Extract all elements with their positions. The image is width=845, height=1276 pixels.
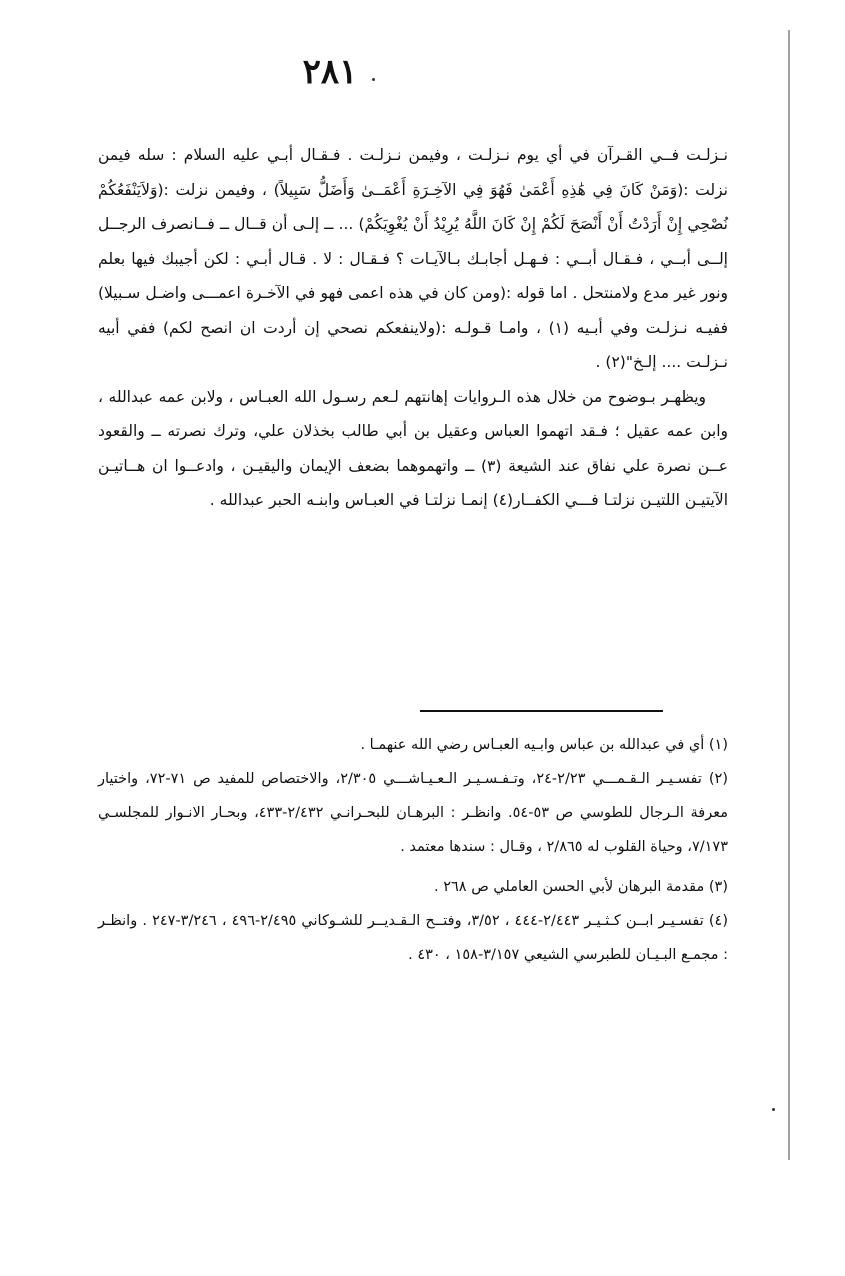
footnote-3: (٣) مقدمة البرهان لأبي الحسن العاملي ص ٢٦٨ . xyxy=(434,879,728,895)
footnotes xyxy=(98,728,728,972)
footnote-4: (٤) تفسـيـر ابــن كـثـيـر ٢/٤٤٣-٤٤٤ ، ٣/٥٢، وفتــح الـقـديــر للشـوكاني ٢/٤٩٥-٤٩٦ ، ٣/٢٤٦-٢٤٧ . وانظـر : مجمـع البـيـان للطبرسي الشيعي ٣/١٥٧-١٥٨ ، ٤٣٠ . xyxy=(98,913,728,963)
footnote-2: (٢) تفسـيـر الـقـمـــي ٢/٢٣-٢٤، وتـفـسـيـر الـعـيـاشـــي ٢/٣٠٥، والاختصاص للمفيد ص ٧١-٧٢، واختيار معرفة الـرجال للطوسي ص ٥٣-٥٤. وانظـر : البرهـان للبحـرانـي ٢/٤٣٢-٤٣٣، وبحـار الانـوار للمجلسـي ٧/١٧٣، وحياة القلوب له ٢/٨٦٥ ، وقـال : سندها معتمد . xyxy=(98,771,728,855)
footnote-divider xyxy=(420,710,663,712)
footnote-1: (١) أي في عبدالله بن عباس وابـيه العبـاس رضي الله عنهمـا . xyxy=(360,737,728,753)
paragraph-commentary: ويظهـر بـوضوح من خلال هذه الـروايات إهانتهم لـعم رسـول الله العبـاس ، ولابن عمه عبدالله ، وابن عمه عقيل ؛ فـقد اتهموا العباس وعقيل بن أبي طالب بخذلان علي، وترك نصرته ــ والقعود عــن نصرة علي نفاق عند الشيعة (٣) ــ واتهموهما بضعف الإيمان واليقيـن ، وادعــوا ان هــاتيـن الآيتيـن اللتيـن نزلتـا فـــي الكفــار(٤) إنمـا نزلتـا في العبـاس وابنـه الحبر عبدالله . xyxy=(98,387,728,509)
scan-speck xyxy=(772,1108,775,1111)
main-text xyxy=(98,138,728,518)
paragraph-hadith: نـزلـت فــي القـرآن في أي يوم نـزلـت ، وفيمن نـزلـت . فـقـال أبـي عليه السلام : سله فيمن نزلت :(وَمَنْ كَانَ فِي هَٰذِهِ أَعْمَىٰ فَهُوَ فِي الآخِـرَةِ أَعْمَــىٰ وَأَضَلُّ سَبِيلاً) ، وفيمن نزلت :(وَلاَيَنْفَعُكُمْ نُصْحِي إِنْ أَرَدْتُ أَنْ أَنْصَحَ لَكُمْ إِنْ كَانَ اللَّهُ يُرِيْدُ أَنْ يُغْوِيَكُمْ) ... ــ إلـى أن قــال ــ فــانصرف الرجــل إلــى أبــي ، فـقـال أبــي : فـهـل أجابـك بـالآيـات ؟ فـقـال : لا . قـال أبـي : لكن أجيبك فيها بعلم ونور غير مدع ولامنتحل . اما قوله :(ومن كان في هذه اعمى فهو في الآخـرة اعمـــى واضـل سـبيلا) ففيـه نـزلـت وفي أبـيه (١) ، وامـا قـولـه :(ولاينفعكم نصحي إن أردت ان انصح لكم) ففي أبيه نـزلـت .... إلـخ"(٢) . xyxy=(98,146,728,371)
scan-speck xyxy=(372,78,375,81)
scan-edge-line xyxy=(788,30,794,1160)
page-number: ٢٨١ xyxy=(302,52,358,92)
